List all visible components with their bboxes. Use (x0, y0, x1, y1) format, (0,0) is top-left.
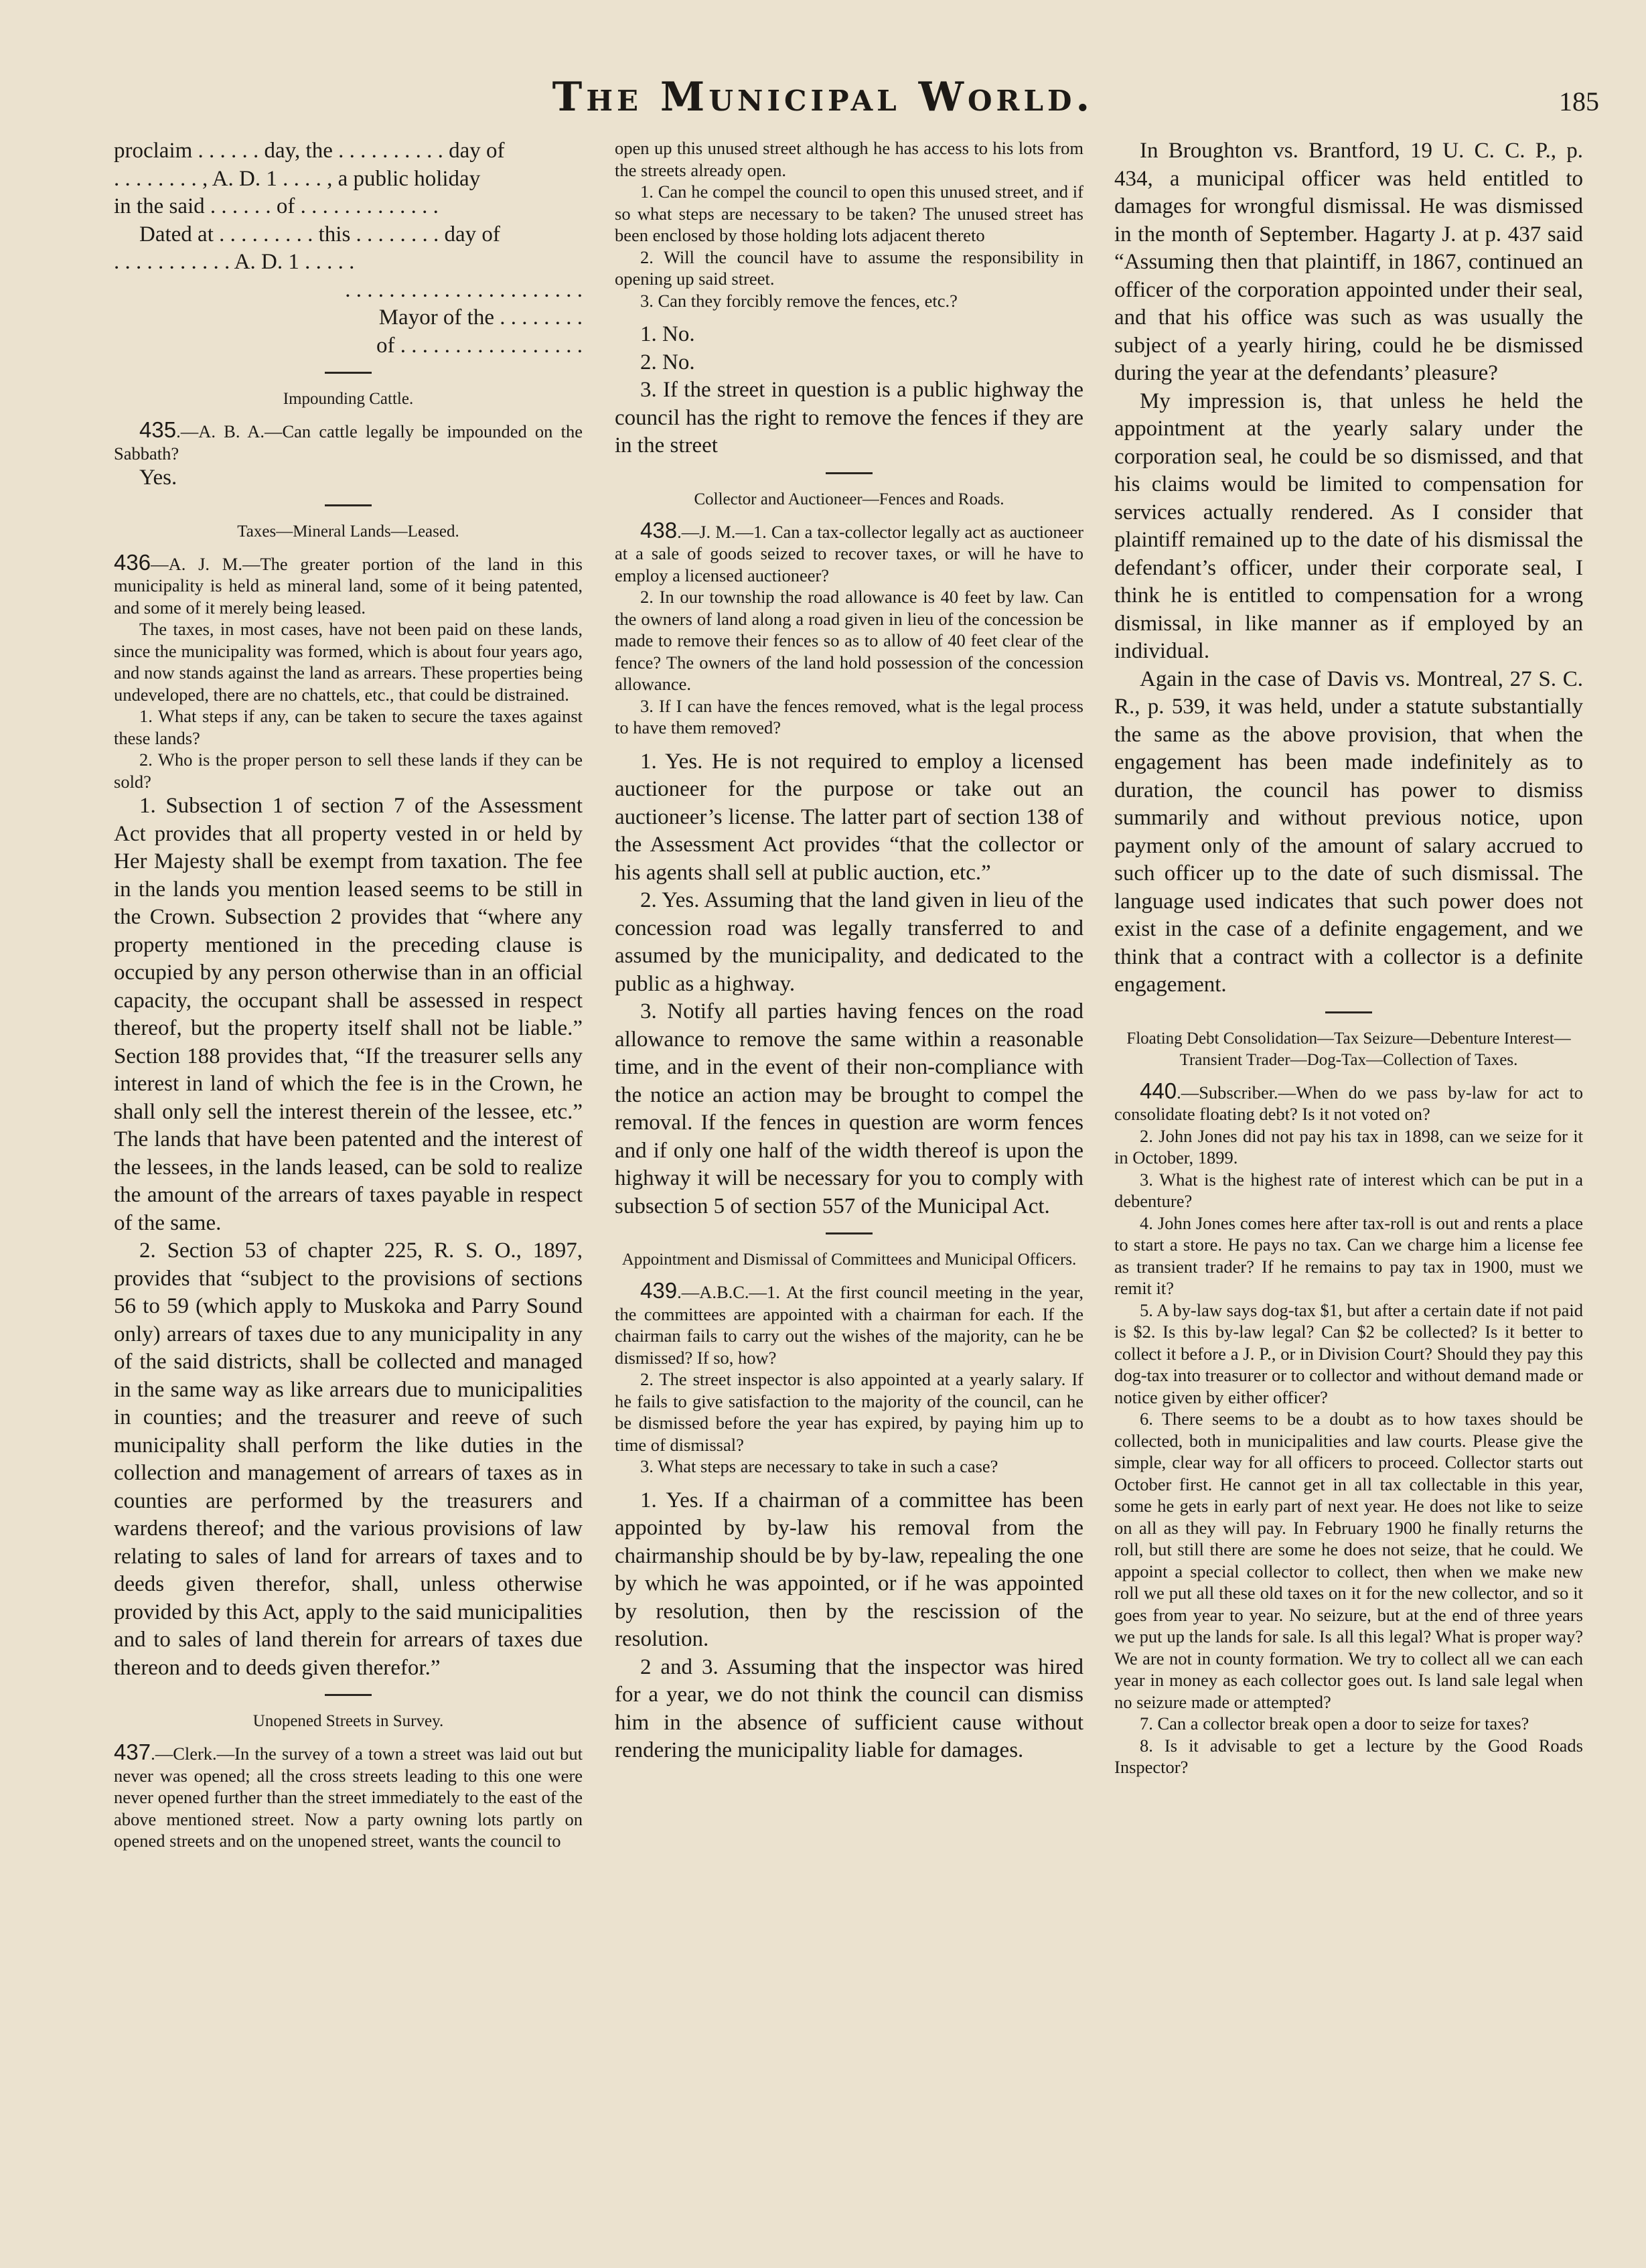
question-body: .—J. M.—1. Can a tax-collector legally act as auctioneer at a sale of goods seized to recover taxes, or will he have to employ a licensed auctioneer? (615, 521, 1083, 585)
question-text (615, 1280, 1083, 1368)
proclamation-line: Dated at . . . . . . . . . this . . . . . . . . day of (139, 222, 500, 246)
question-text: 2. The street inspector is also appointed at a yearly salary. If he fails to give satisfaction to the majority of the council, can he be dismissed before the year has expired, by paying him up to time of dismissal? (615, 1369, 1083, 1455)
answer-text: 1. Yes. He is not required to employ a licensed auctioneer for the purpose or take out an auctioneer’s license. The latter part of section 138 of the Assessment Act provides “that the collector or his agents shall sell at public auction, etc.” (615, 749, 1083, 885)
question-text: 3. If I can have the fences removed, what is the legal process to have them removed? (615, 695, 1083, 737)
section-divider (325, 1694, 372, 1696)
question-number: 440 (1140, 1078, 1177, 1103)
question-text (114, 419, 583, 464)
section-divider (1325, 1011, 1372, 1013)
question-text: 3. What steps are necessary to take in such a case? (640, 1456, 998, 1476)
proclamation-line: . . . . . . . . . . . A. D. 1 . . . . . (114, 250, 355, 274)
answer-text: 2. Section 53 of chapter 225, R. S. O., 1897, provides that “subject to the provisions of sections 56 to 59 (which apply to Muskoka and Parry Sound only) arrears of taxes due to any municipality in any of the said districts, shall be collected and managed in the same way as like arrears due to municipalities in counties; and the treasurer and reeve of such municipality shall perform the like duties in the collection and management of arrears of taxes as in counties are performed by the treasurers and wardens thereof; and the various provisions of law relating to sales of land for arrears of taxes and to deeds given therefor, shall, unless otherwise provided by this Act, apply to the said municipalities and to sales of land therein for arrears of taxes due thereon and to deeds given therefor.” (114, 1238, 583, 1680)
answer-text: 3. Notify all parties having fences on the road allowance to remove the same within a reasonable time, and in the event of their non-compliance with the notice an action may be brought to compel the removal. If the fences in question are worm fences and if only one half of the width thereof is upon the highway it will be necessary for you to comply with subsection 5 of section 557 of the Municipal Act. (615, 999, 1083, 1218)
answer-text: 1. Subsection 1 of section 7 of the Assessment Act provides that all property vested in or held by Her Majesty shall be exempt from taxation. The fee in the lands you mention leased seems to be still in the Crown. Subsection 2 provides that “where any property mentioned in the preceding clause is occupied by any person otherwise than in an official capacity, the occupant shall be assessed in respect thereof, but the property itself shall not be liable.” Section 188 provides that, “If the treasurer sells any interest in land of which the fee is in the Crown, he shall only sell the interest therein of the lessee, etc.” The lands that have been patented and the interest of the lessees, in the lands leased, can be sold to realize the amount of the arrears of taxes payable in respect of the same. (114, 794, 583, 1235)
question-body: .—A.B.C.—1. At the first council meeting in the year, the committees are appointed with a chairman for each. If the chairman fails to carry out the wishes of the majority, can he be dismissed? If so, how? (615, 1282, 1083, 1368)
page-number: 185 (1559, 86, 1599, 117)
question-body: —A. J. M.—The greater portion of the land in this municipality is held as mineral land, some of it being patented, and some of it merely being leased. (114, 553, 583, 618)
answer-text: 2 and 3. Assuming that the inspector was hired for a year, we do not think the council can dismiss him in the absence of sufficient cause without rendering the municipality liable for damages. (615, 1654, 1083, 1762)
question-text: 2. John Jones did not pay his tax in 1898, can we seize for it in October, 1899. (1114, 1125, 1583, 1167)
section-heading: Taxes—Mineral Lands—Leased. (237, 522, 459, 541)
question-text: open up this unused street although he has access to his lots from the streets already open. (615, 138, 1083, 180)
question-number: 439 (640, 1278, 678, 1303)
section-heading: Impounding Cattle. (283, 390, 414, 408)
answer-text: Yes. (139, 466, 177, 490)
question-text: 3. Can they forcibly remove the fences, etc.? (640, 290, 958, 311)
section-heading: Collector and Auctioneer—Fences and Roads. (694, 490, 1004, 508)
question-text (615, 517, 1083, 587)
answer-text: In Broughton vs. Brantford, 19 U. C. C. P., p. 434, a municipal officer was held entitled to damages for wrongful dismissal. He was dismissed in the month of September. Hagarty J. at p. 437 said “Assuming then that plaintiff, in 1867, continued an officer of the corporation appointed under their seal, and that his office was such as was usually the subject of a yearly hiring, could he be dismissed during the year at the defendants’ pleasure? (1114, 139, 1583, 385)
question-number: 437 (114, 1740, 151, 1764)
section-divider (826, 472, 873, 474)
proclamation-line: Mayor of the . . . . . . . . (378, 305, 583, 330)
question-text: 8. Is it advisable to get a lecture by the Good Roads Inspector? (1114, 1735, 1583, 1777)
column-1 (114, 137, 583, 1852)
section-heading: Floating Debt Consolidation—Tax Seizure—Debenture Interest—Transient Trader—Dog-Tax—Collection of Taxes. (1126, 1029, 1571, 1069)
proclamation-line: in the said . . . . . . of . . . . . . . . . . . . . (114, 194, 439, 218)
question-text (1114, 1080, 1583, 1125)
question-text: 6. There seems to be a doubt as to how taxes should be collected, both in municipalities and law courts. Please give the simple, clear way for all officers to proceed. Collector starts out October first. He cannot get in all tax collectable in this year, some he gets in early part of next year. He does not like to seize on all as they will pay. In February 1900 he finally returns the roll, but still there are some he does not seize, that he could. We appoint a special collector to collect, then when we make new roll we put all these old taxes on it for the new collector, and so it goes from year to year. No seizure, but at the end of three years we put up the lands for sale. Is all this legal? What is proper way? We are not in county formation. We try to collect all we can each year in money as each collector goes out. Is land sale legal when no seizure made or attempted? (1114, 1409, 1583, 1712)
question-body: .—Subscriber.—When do we pass by-law for act to consolidate floating debt? Is it not voted on? (1114, 1082, 1583, 1124)
answer-text: 1. Yes. If a chairman of a committee has been appointed by by-law his removal from the chairmanship should be by by-law, repealing the one by which he was appointed, or if he was appointed by resolution, then by the rescission of the resolution. (615, 1488, 1083, 1651)
question-body: .—Clerk.—In the survey of a town a street was laid out but never was opened; all the cross streets leading to this one were never opened further than the street immediately to the east of the above mentioned street. Now a party owning lots partly on opened streets and on the unopened street, wants the council to (114, 1744, 583, 1851)
masthead (0, 74, 1646, 134)
question-body: .—A. B. A.—Can cattle legally be impounded on the Sabbath? (114, 421, 583, 464)
question-text: 7. Can a collector break open a door to seize for taxes? (1140, 1713, 1529, 1733)
section-divider (325, 504, 372, 506)
question-text: 5. A by-law says dog-tax $1, but after a certain date if not paid is $2. Is this by-law legal? Can $2 be collected? Is it better to collect it before a J. P., or in Division Court? Should they pay this dog-tax into treasurer or to collector and without demand made or notice given by either officer? (1114, 1299, 1583, 1407)
question-text: 1. Can he compel the council to open this unused street, and if so what steps are necessary to be taken? The unused street has been enclosed by those holding lots adjacent thereto (615, 182, 1083, 245)
question-text: 2. In our township the road allowance is 40 feet by law. Can the owners of land along a road given in lieu of the concession be made to remove their fences so as to allow of 40 feet clear of the fence? The owners of the land hold possession of the concession allowance. (615, 587, 1083, 694)
question-text: 3. What is the highest rate of interest which can be put in a debenture? (1114, 1169, 1583, 1211)
section-divider (826, 1232, 873, 1234)
proclamation-line: of . . . . . . . . . . . . . . . . . (376, 333, 583, 358)
column-2 (615, 137, 1083, 1765)
proclamation-line: proclaim . . . . . . day, the . . . . . . . . . . day of (114, 139, 505, 163)
question-text: 2. Who is the proper person to sell these lands if they can be sold? (114, 750, 583, 792)
section-heading: Unopened Streets in Survey. (252, 1712, 444, 1730)
proclamation-line: . . . . . . . . . . . . . . . . . . . . . . (345, 277, 583, 302)
section-heading: Appointment and Dismissal of Committees and Municipal Officers. (621, 1251, 1077, 1269)
proclamation-line: . . . . . . . . , A. D. 1 . . . . , a public holiday (114, 166, 481, 191)
answer-text: Again in the case of Davis vs. Montreal, 27 S. C. R., p. 539, it was held, under a statute substantially the same as the above provision, that when the engagement has been made indefinitely as to duration, the council has power to dismiss summarily and without previous notice, upon payment only of the amount of salary accrued to such officer up to the date of such dismissal. The language used indicates that such power does not exist in the case of a definite engagement, and we think that a contract with a collector is a definite engagement. (1114, 666, 1583, 997)
answer-text: 3. If the street in question is a public highway the council has the right to remove the fences if they are in the street (615, 378, 1083, 457)
question-text: 2. Will the council have to assume the responsibility in opening up said street. (615, 246, 1083, 289)
publication-title: The Municipal World. (552, 74, 1094, 121)
question-text (114, 1742, 583, 1852)
question-number: 438 (640, 517, 678, 543)
answer-text: 1. No. (640, 322, 695, 346)
question-text (114, 549, 583, 619)
column-3 (1114, 137, 1583, 1778)
question-number: 435 (139, 417, 177, 442)
answer-text: 2. Yes. Assuming that the land given in lieu of the concession road was legally transferred to and assumed by the municipality, and dedicated to the public as a highway. (615, 888, 1083, 996)
answer-text: My impression is, that unless he held the appointment at the yearly salary under the corporation seal, he could be so dismissed, and that his claims would be limited to compensation for services actually rendered. As I consider that plaintiff remained up to the date of his dismissal the defendant’s officer, under their corporate seal, I think he is entitled to compensation for a wrong dismissal, in like manner as if employed by an individual. (1114, 388, 1583, 663)
question-number: 436 (114, 549, 151, 575)
question-text: The taxes, in most cases, have not been paid on these lands, since the municipality was formed, which is about four years ago, and now stands against the land as arrears. These properties being undeveloped, there are no chattels, etc., that could be distrained. (114, 619, 583, 705)
section-divider (325, 372, 372, 374)
answer-text: 2. No. (640, 350, 695, 374)
question-text: 1. What steps if any, can be taken to secure the taxes against these lands? (114, 706, 583, 748)
question-text: 4. John Jones comes here after tax-roll is out and rents a place to start a store. He pays no tax. Can we charge him a license fee as transient trader? If he remains to pay tax in 1900, must we remit it? (1114, 1212, 1583, 1298)
